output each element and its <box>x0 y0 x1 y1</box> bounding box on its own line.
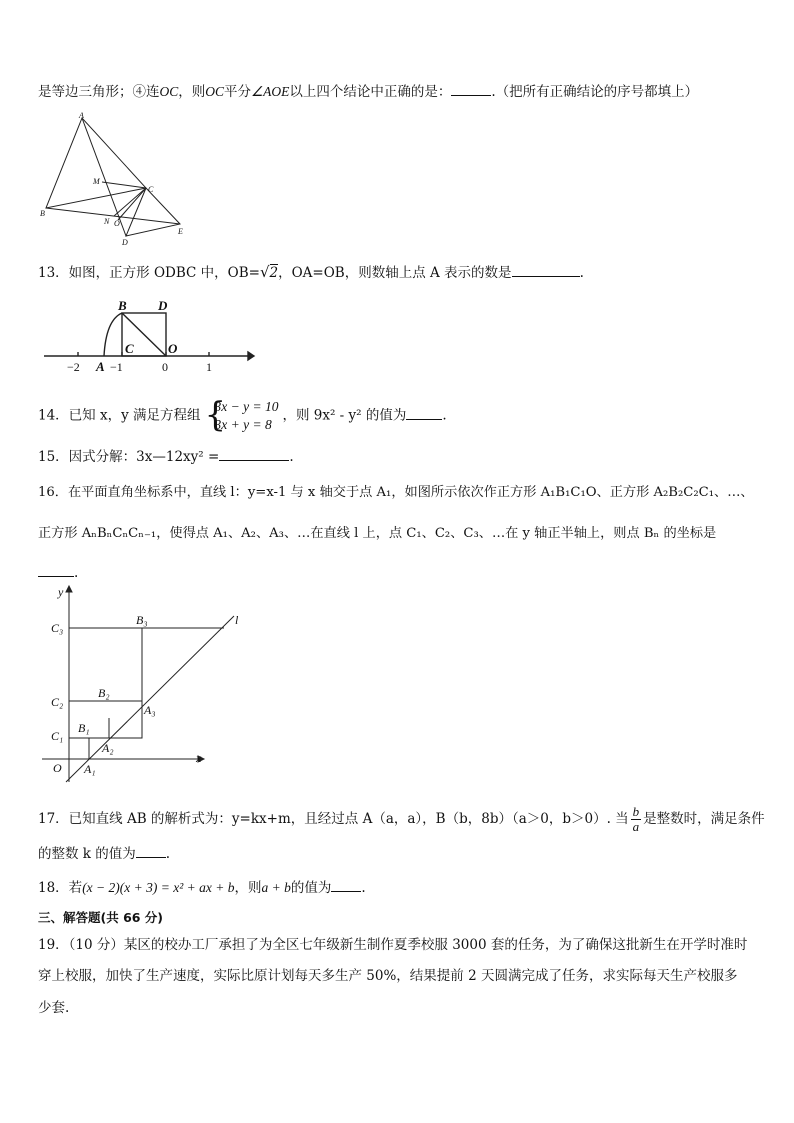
q12-oc1: OC <box>159 84 179 99</box>
q16-answer-blank[interactable] <box>38 562 74 577</box>
q13-label-c: C <box>125 341 134 356</box>
q14-end: . <box>442 407 447 424</box>
q16-label-c2: C₂ <box>51 695 64 709</box>
q17-line2-text: 的整数 k 的值为 <box>38 846 136 862</box>
q13-label-a: A <box>96 359 105 374</box>
q13-answer-blank[interactable] <box>512 262 580 277</box>
q15-end: . <box>289 449 294 465</box>
q16-line2: 正方形 AₙBₙCₙCₙ₋₁，使得点 A₁、A₂、A₃、…在直线 l 上，点 C₁、C₂、C₃、…在 y 轴正半轴上，则点 Bₙ 的坐标是 <box>38 526 717 541</box>
q16-label-x: x <box>196 751 202 765</box>
q14-text-after: ，则 9x² - y² 的值为 <box>282 407 407 424</box>
q16-label-a2: A₂ <box>102 741 114 755</box>
q17-frac-num: b <box>632 804 640 819</box>
brace-icon: { <box>204 395 227 435</box>
q16-end: . <box>74 565 79 581</box>
q17-answer-blank[interactable] <box>136 843 166 858</box>
q19-line1: 19．（10 分）某区的校办工厂承担了为全区七年级新生制作夏季校服 3000 套的任务，为了确保这批新生在开学时准时 <box>38 937 748 953</box>
q14-answer-blank[interactable] <box>406 405 442 420</box>
q13-text-before: 13．如图，正方形 ODBC 中，OB= <box>38 265 260 281</box>
q13-label-d: D <box>158 298 168 313</box>
q12-angle: ∠AOE <box>251 84 290 99</box>
q16-label-a3: A₃ <box>144 703 156 717</box>
q13-tick-1: 1 <box>206 360 212 374</box>
q13-tick-m2: −2 <box>67 360 80 374</box>
q17-fraction <box>631 805 642 834</box>
q12-label-e: E <box>178 227 183 236</box>
q17-text-before: 17．已知直线 AB 的解析式为：y=kx+m，且经过点 A（a，a），B（b，8b）（a＞0，b＞0）. 当 <box>38 811 629 827</box>
q16-label-a1: A₁ <box>84 762 96 776</box>
q18-expr2: a + b <box>261 880 291 895</box>
q19-line3: 少套. <box>38 1000 70 1016</box>
q13-tick-m1: −1 <box>110 360 123 374</box>
q14-text <box>38 395 447 435</box>
q14-eq2: 3x + y = 8 <box>214 417 272 432</box>
q16-label-c3: C₃ <box>51 621 64 635</box>
q13-label-o: O <box>168 341 178 356</box>
q16-line1: 16．在平面直角坐标系中，直线 l：y=x-1 与 x 轴交于点 A₁，如图所示依次作正方形 A₁B₁C₁O、正方形 A₂B₂C₂C₁、…、 <box>38 485 754 500</box>
q12-text-mid: ，则 <box>178 84 206 100</box>
q16-label-b1: B₁ <box>78 721 90 735</box>
q14-equation-system <box>204 395 279 435</box>
q12-text-end: .（把所有正确结论的序号都填上） <box>491 84 699 100</box>
q12-text <box>38 81 698 102</box>
q14-eq1: 3x − y = 10 <box>214 399 279 414</box>
q16-label-y: y <box>58 585 64 599</box>
q12-oc2: OC <box>205 84 225 99</box>
q12-text-before: 是等边三角形；④连 <box>38 84 160 100</box>
q12-label-m: M <box>93 177 100 186</box>
q13-label-b: B <box>118 298 127 313</box>
q17-text-after: 是整数时，满足条件 <box>643 811 765 827</box>
q18-text-mid: ，则 <box>234 880 262 896</box>
q12-text-mid2: 平分 <box>224 84 252 100</box>
q13-text-after: ，OA=OB，则数轴上点 A 表示的数是 <box>278 265 512 281</box>
q18-answer-blank[interactable] <box>331 877 361 892</box>
q15-text-before: 15．因式分解：3x—12xy² = <box>38 449 220 465</box>
q15-answer-blank[interactable] <box>219 446 289 461</box>
q16-label-l: l <box>235 613 239 627</box>
q18-text <box>38 877 366 898</box>
q12-answer-blank[interactable] <box>451 81 491 96</box>
q12-label-o: O <box>114 219 120 228</box>
sqrt-icon: √ <box>259 263 270 281</box>
q18-end: . <box>361 880 366 896</box>
q14-text-before: 14．已知 x，y 满足方程组 <box>38 407 201 424</box>
q13-text <box>38 262 584 283</box>
q12-label-a: A <box>79 112 84 120</box>
q13-sqrt-value: 2 <box>269 265 279 281</box>
q12-text-after: 以上四个结论中正确的是： <box>289 84 452 100</box>
q17-end: . <box>165 846 171 862</box>
q16-figure <box>38 582 248 792</box>
q16-line3 <box>38 562 78 583</box>
q15-text <box>38 446 294 467</box>
q19-line2: 穿上校服，加快了生产速度，实际比原计划每天多生产 50%，结果提前 2 天圆满完成了任务，求实际每天生产校服多 <box>38 968 738 984</box>
q17-frac-den: a <box>632 819 640 834</box>
q17-line2 <box>38 843 170 864</box>
q16-label-b3: B₃ <box>136 613 148 627</box>
q16-label-c1: C₁ <box>51 729 64 743</box>
q13-tick-0: 0 <box>162 360 168 374</box>
q18-text-after: 的值为 <box>290 880 332 896</box>
q18-text-before: 18．若 <box>38 880 83 896</box>
q13-end: . <box>579 265 584 281</box>
q12-label-c: C <box>148 185 154 194</box>
section3-title: 三、解答题(共 66 分) <box>38 910 164 925</box>
q17-line1 <box>38 805 765 834</box>
q18-expr: (x − 2)(x + 3) = x² + ax + b <box>82 880 235 895</box>
q12-label-d: D <box>122 238 128 247</box>
q16-label-o: O <box>53 761 62 775</box>
q12-figure <box>38 112 198 252</box>
q12-label-b: B <box>40 209 45 218</box>
q16-label-b2: B₂ <box>98 686 110 700</box>
q13-figure <box>40 296 260 376</box>
q12-label-n: N <box>104 217 110 226</box>
